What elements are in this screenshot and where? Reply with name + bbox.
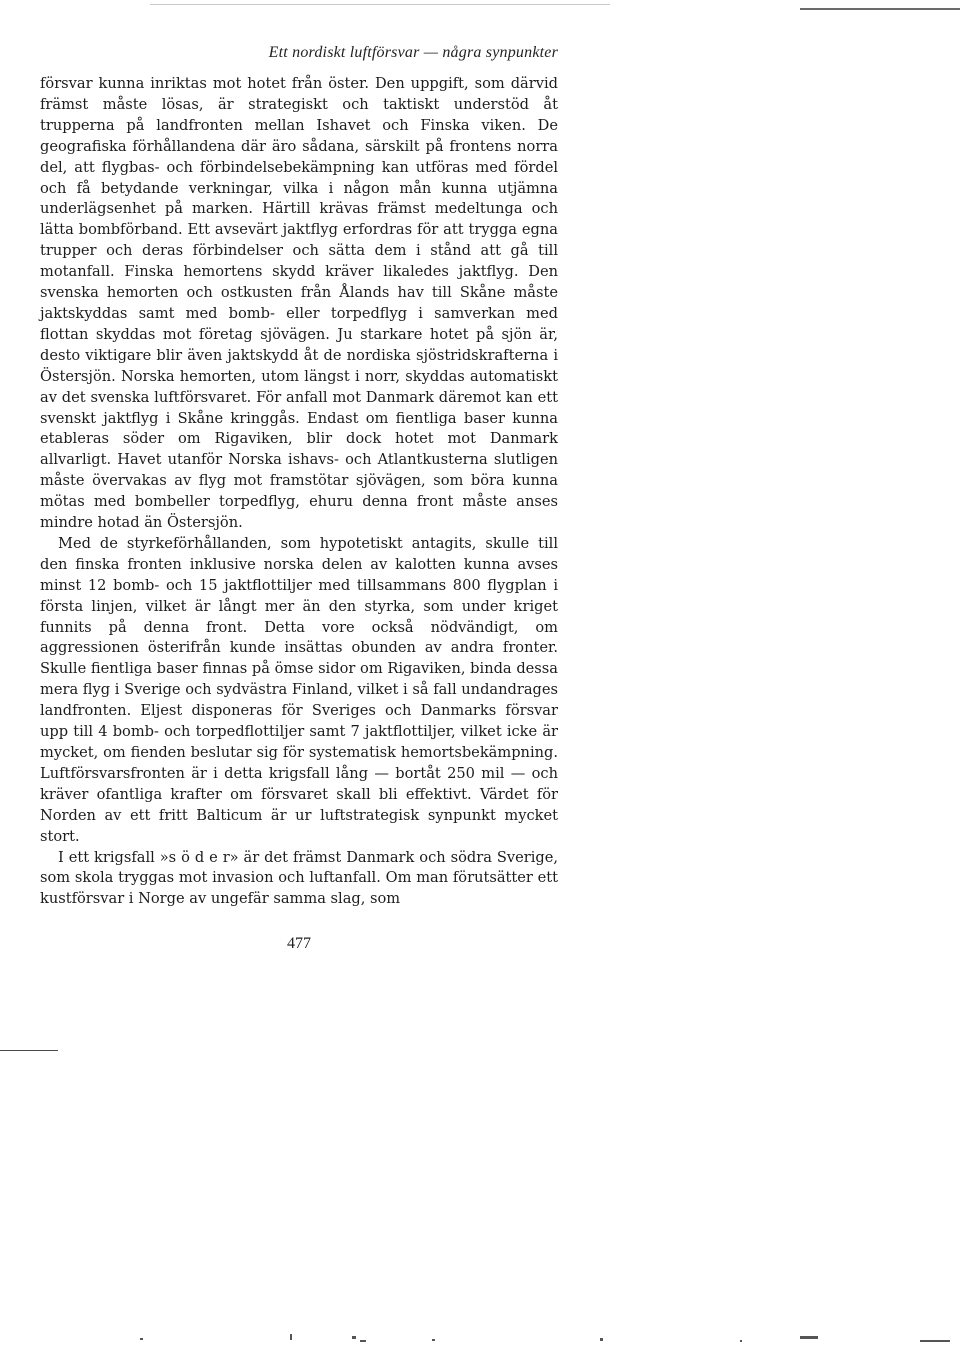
scan-edge-mark (800, 8, 960, 10)
body-text (40, 74, 558, 910)
scan-margin-line (0, 1050, 58, 1051)
paragraph: försvar kunna inriktas mot hotet från öster. Den uppgift, som därvid främst måste lösas, är strategiskt och taktiskt understöd åt trupperna på landfronten mellan Ishavet och Finska viken. De geografiska förhållandena där äro sådana, särskilt på frontens norra del, att flygbas- och förbindelsebekämpning kan utföras med fördel och få betydande verkningar, vilka i någon mån kunna utjämna underlägsenhet på marken. Härtill krävas främst medeltunga och lätta bombförband. Ett avsevärt jaktflyg erfordras för att trygga egna trupper och deras förbindelser och sätta dem i stånd att gå till motanfall. Finska hemortens skydd kräver likaledes jaktflyg. Den svenska hemorten och ostkusten från Ålands hav till Skåne måste jaktskyddas samt med bomb- eller torpedflyg i samverkan med flottan skyddas mot företag sjövägen. Ju starkare hotet på sjön är, desto viktigare blir även jaktskydd åt de nordiska sjöstridskrafterna i Östersjön. Norska hemorten, utom längst i norr, skyddas automatiskt av det svenska luftförsvaret. För anfall mot Danmark däremot kan ett svenskt jaktflyg i Skåne kringgås. Endast om fientliga baser kunna etableras söder om Rigaviken, blir dock hotet mot Danmark allvarligt. Havet utanför Norska ishavs- och Atlantkusterna slutligen måste övervakas av flyg mot framstötar sjövägen, som böra kunna mötas med bombeller torpedflyg, ehuru denna front måste anses mindre hotad än Östersjön. (40, 75, 558, 532)
scan-noise (0, 1320, 960, 1350)
paragraph: Med de styrkeförhållanden, som hypotetiskt antagits, skulle till den finska fronten inklusive norska delen av kalotten kunna avses minst 12 bomb- och 15 jaktflottiljer med tillsammans 800 flygplan i första linjen, vilket är långt mer än den styrka, som under kriget funnits på denna front. Detta vore också nödvändigt, om aggressionen österifrån kunde insättas obunden av andra fronter. Skulle fientliga baser finnas på ömse sidor om Rigaviken, binda dessa mera flyg i Sverige och sydvästra Finland, vilket i så fall undandrages landfronten. Eljest disponeras för Sveriges och Danmarks försvar upp till 4 bomb- och torpedflottiljer samt 7 jaktflottiljer, vilket icke är mycket, om fienden beslutar sig för systematisk hemortsbekämpning. Luftförsvarsfronten är i detta krigsfall lång — bortåt 250 mil — och kräver ofantliga krafter om försvaret skall bli effektivt. Värdet för Norden av ett fritt Balticum är ur luftstrategisk synpunkt mycket stort. (40, 534, 558, 845)
running-head: Ett nordiskt luftförsvar — några synpunkter (268, 44, 558, 61)
paragraph: I ett krigsfall »s ö d e r» är det främst Danmark och södra Sverige, som skola tryggas mot invasion och luftanfall. Om man förutsätter ett kustförsvar i Norge av ungefär samma slag, som (40, 848, 558, 908)
scan-edge-line (150, 4, 610, 5)
page-number: 477 (287, 935, 311, 952)
